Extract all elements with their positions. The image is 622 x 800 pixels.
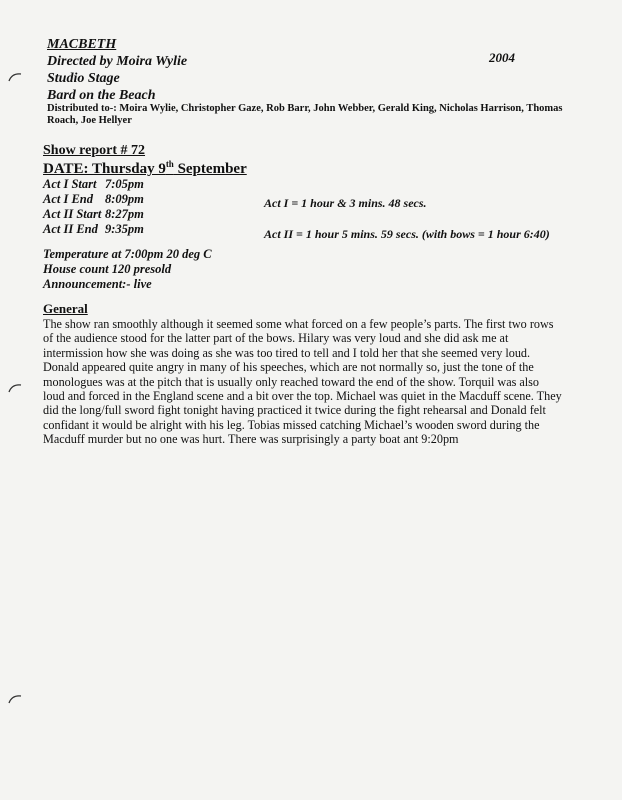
date-suffix: September [173,161,247,177]
notes-line: Donald appeared quite angry in many of his speeches, which are not normally so, just the tone of the [43,360,534,375]
general-notes [43,317,575,447]
notes-line: confidant it would be alright with his leg. Tobias missed catching Michael’s wooden sword during the [43,417,540,432]
company-line: Bard on the Beach [47,88,156,103]
act2-duration: Act II = 1 hour 5 mins. 59 secs. (with bows = 1 hour 6:40) [264,227,550,241]
general-heading: General [43,301,88,316]
show-conditions [43,247,212,292]
house-count-line: House count 120 presold [43,262,172,276]
report-date [43,159,247,178]
act1-duration: Act I = 1 hour & 3 mins. 48 secs. [264,196,427,210]
time-row [43,192,144,207]
director-line: Directed by Moira Wylie [47,54,188,69]
venue-line: Studio Stage [47,71,120,86]
time-row [43,177,144,192]
time-value: 8:27pm [105,207,144,221]
time-label: Act II End [43,222,98,236]
report-header [47,36,187,104]
notes-line: The show ran smoothly although it seemed some what forced on a few people’s parts. The first two rows [43,317,554,331]
show-report-number: Show report # 72 [43,143,146,158]
date-ordinal: th [165,159,174,169]
notes-line: did the long/full sword fight tonight having practiced it twice during the fight rehearsal and Donald felt [43,403,546,418]
notes-line: loud and forced in the England scene and a bit over the top. Michael was quiet in the Macduff scene. They [43,389,562,404]
notes-line: monologues was at the pitch that is usually only reached toward the end of the show. Torquil was also [43,374,540,389]
time-value: 8:09pm [105,192,144,206]
time-label: Act II Start [43,207,102,221]
act-times [43,177,144,237]
notes-line: of the audience stood for the latter part of the bows. Hilary was very loud and she did ask me at [43,331,509,346]
binder-hole-mark [8,383,22,393]
time-row [43,222,144,237]
play-title: MACBETH [47,37,117,52]
temperature-line: Temperature at 7:00pm 20 deg C [43,247,212,261]
date-prefix: DATE: Thursday 9 [43,161,166,177]
report-year: 2004 [489,50,515,65]
time-label: Act I End [43,192,94,206]
time-row [43,207,144,222]
time-value: 7:05pm [105,177,144,191]
binder-hole-mark [8,72,22,82]
distribution-list: Distributed to-: Moira Wylie, Christopher Gaze, Rob Barr, John Webber, Gerald King, Nicholas Harrison, Thomas Roach, Joe Hellyer [47,103,563,126]
binder-hole-mark [8,694,22,704]
time-value: 9:35pm [105,222,144,236]
notes-line: Macduff murder but no one was hurt. There was surprisingly a party boat ant 9:20pm [43,432,459,447]
announcement-line: Announcement:- live [43,277,152,291]
time-label: Act I Start [43,177,97,191]
notes-line: intermission how she was doing as she was too tired to tell and I told her that she seemed very loud. [43,345,531,360]
